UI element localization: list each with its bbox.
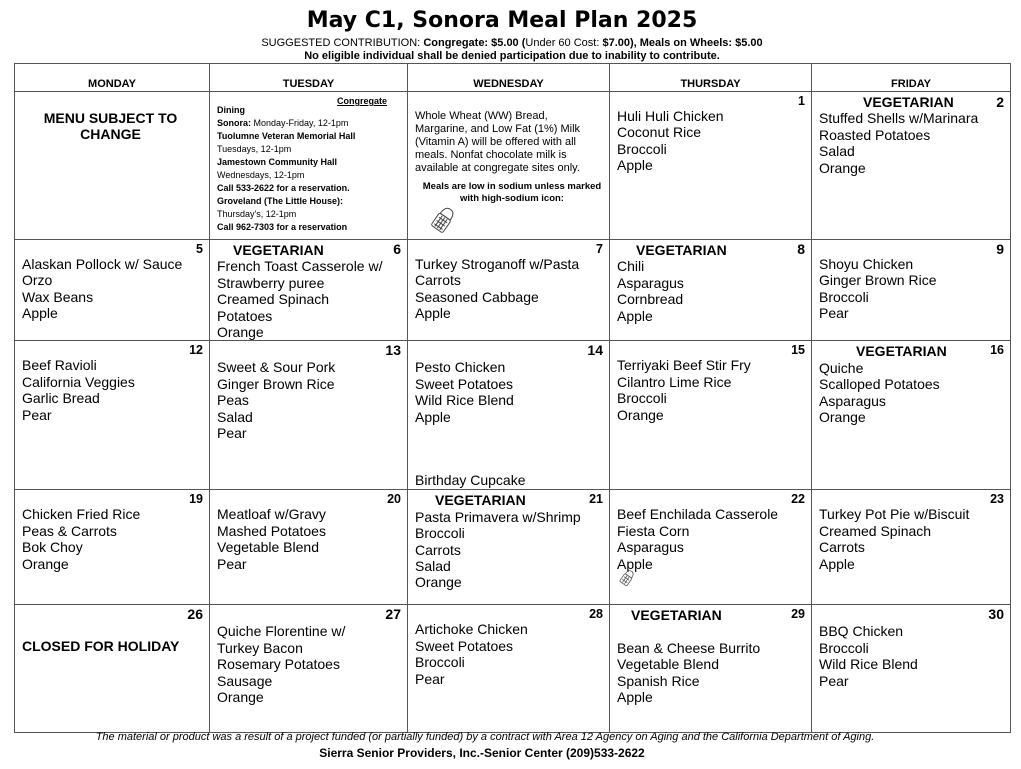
menu-item: Vegetable Blend [617, 656, 719, 673]
meal-calendar [14, 63, 1011, 733]
menu-item: Terriyaki Beef Stir Fry [617, 357, 751, 374]
contribution-line [0, 37, 1021, 49]
menu-item: Spanish Rice [617, 672, 700, 689]
menu-item: Bok Choy [22, 539, 83, 556]
menu-item: Carrots [415, 272, 461, 289]
menu-item: Pear [217, 555, 247, 572]
menu-item: Salad [415, 558, 451, 575]
menu-item: Pasta Primavera w/Shrimp [415, 508, 581, 525]
menu-item: Broccoli [819, 288, 869, 305]
date-number: 29 [791, 607, 805, 622]
week-row [15, 240, 1011, 341]
menu-item: Beef Ravioli [22, 357, 97, 374]
menu-item: Vegetable Blend [217, 539, 319, 556]
sonora-time: Monday-Friday, 12-1pm [253, 118, 349, 128]
date-number: 28 [589, 607, 603, 622]
day-header: THURSDAY [610, 64, 812, 92]
salt-shaker-icon [428, 204, 458, 236]
vegetarian-badge: VEGETARIAN [636, 242, 727, 258]
eligibility-note: No eligible individual shall be denied participation due to inability to contribute. [304, 50, 720, 62]
menu-item: Broccoli [819, 639, 869, 656]
menu-item: Pear [819, 672, 849, 689]
day-header-row [15, 64, 1011, 92]
date-number: 13 [385, 342, 401, 359]
menu-item: Creamed Spinach [819, 522, 932, 539]
reservation-call-2: Call 962-7303 for a reservation [217, 222, 348, 232]
milk-info: Whole Wheat (WW) Bread, Margarine, and Low Fat (1%) Milk (Vitamin A) will be offered with all meals. Nonfat chocolate milk is available at congregate sites only. [415, 110, 581, 174]
menu-item: Apple [415, 305, 451, 322]
day-cell [15, 490, 210, 605]
menu-item: Orange [217, 689, 264, 706]
menu-item: BBQ Chicken [819, 623, 904, 640]
closed-for-holiday: CLOSED FOR HOLIDAY [22, 638, 180, 655]
date-number: 14 [587, 342, 603, 359]
contribution-under60: Under 60 Cost: [525, 37, 603, 49]
menu-item: Scalloped Potatoes [819, 376, 940, 393]
date-number: 1 [798, 94, 805, 108]
menu-item: Pear [415, 670, 445, 687]
menu-item: Quiche Florentine w/ [217, 623, 346, 640]
menu-item: Quiche [819, 359, 864, 376]
day-cell [812, 490, 1011, 605]
vegetarian-badge: VEGETARIAN [856, 343, 947, 360]
menu-item: Apple [617, 689, 653, 706]
menu-item: Wax Beans [22, 288, 94, 305]
menu-item: Carrots [819, 539, 865, 556]
day-cell [610, 92, 812, 240]
day-cell [408, 490, 610, 605]
menu-item: Coconut Rice [617, 124, 702, 141]
menu-item: Broccoli [415, 654, 465, 671]
birthday-cupcake: Birthday Cupcake [415, 472, 526, 489]
menu-item: Cilantro Lime Rice [617, 373, 732, 390]
menu-item: Orange [22, 555, 69, 572]
menu-item: French Toast Casserole w/ [217, 258, 383, 275]
menu-item: Roasted Potatoes [819, 126, 931, 143]
date-number: 16 [990, 343, 1004, 358]
day-cell [610, 240, 812, 341]
groveland-time: Thursday's, 12-1pm [217, 209, 297, 219]
menu-item: Meatloaf w/Gravy [217, 506, 326, 523]
menu-item: Chili [617, 258, 645, 275]
dining-info [217, 94, 407, 234]
menu-item: Chicken Fried Rice [22, 506, 141, 523]
day-cell [812, 92, 1011, 240]
jamestown-site: Jamestown Community Hall [217, 157, 338, 167]
menu-item: Strawberry puree [217, 274, 325, 291]
menu-item: Pesto Chicken [415, 359, 506, 376]
menu-item: Peas & Carrots [22, 522, 117, 539]
menu-item: Apple [819, 555, 855, 572]
date-number: 20 [387, 492, 401, 507]
tuolumne-site: Tuolumne Veteran Memorial Hall [217, 131, 356, 141]
provider-contact: Sierra Senior Providers, Inc.-Senior Center (209)533-2622 [319, 746, 645, 760]
menu-item: Sweet & Sour Pork [217, 359, 336, 376]
menu-item: Orange [617, 406, 664, 423]
funding-note: The material or product was a result of a project funded (or partially funded) by a contract with Area 12 Agency on Aging and the California Department of Aging. [95, 731, 875, 743]
jamestown-time: Wednesdays, 12-1pm [217, 170, 305, 180]
date-number: 8 [797, 241, 805, 257]
menu-item: Sausage [217, 672, 273, 689]
menu-item: Apple [617, 157, 653, 174]
day-cell [210, 605, 408, 733]
menu-item: Fiesta Corn [617, 522, 690, 539]
menu-item: California Veggies [22, 373, 135, 390]
contribution-prefix: SUGGESTED CONTRIBUTION: [261, 37, 424, 49]
menu-item: Orange [819, 159, 866, 176]
sodium-note: Meals are low in sodium unless marked with high-sodium icon: [422, 181, 602, 204]
dining-title: Dining [217, 105, 245, 115]
date-number: 22 [791, 492, 805, 507]
day-cell [210, 92, 408, 240]
menu-item: Asparagus [617, 274, 684, 291]
menu-item: Bean & Cheese Burrito [617, 639, 761, 656]
date-number: 27 [385, 606, 401, 623]
day-cell [812, 240, 1011, 341]
week-row [15, 341, 1011, 490]
menu-item: Huli Huli Chicken [617, 108, 724, 124]
menu-item: Salad [819, 143, 855, 160]
date-number: 30 [988, 606, 1004, 623]
salt-shaker-icon [617, 568, 637, 588]
menu-item: Orange [819, 409, 866, 426]
day-header: MONDAY [15, 64, 210, 92]
week-row [15, 490, 1011, 605]
menu-item: Turkey Pot Pie w/Biscuit [819, 506, 970, 523]
sonora-label: Sonora: [217, 118, 254, 128]
menu-item: Shoyu Chicken [819, 256, 914, 272]
tuolumne-time: Tuesdays, 12-1pm [217, 144, 292, 154]
menu-item: Broccoli [617, 390, 667, 407]
menu-item: Pear [819, 305, 849, 322]
week-row [15, 92, 1011, 240]
menu-item: Pear [22, 406, 52, 423]
congregate-heading: Congregate [336, 96, 387, 106]
menu-item: Asparagus [617, 539, 684, 556]
menu-item: Ginger Brown Rice [819, 272, 937, 289]
menu-item: Apple [617, 307, 653, 324]
day-cell [210, 341, 408, 490]
day-cell [408, 605, 610, 733]
menu-item: Seasoned Cabbage [415, 288, 539, 305]
menu-item: Salad [217, 408, 253, 425]
vegetarian-badge: VEGETARIAN [863, 94, 954, 110]
menu-item: Wild Rice Blend [415, 392, 514, 409]
date-number: 19 [189, 492, 203, 507]
vegetarian-badge: VEGETARIAN [233, 242, 324, 258]
menu-item: Artichoke Chicken [415, 621, 528, 638]
menu-item: Peas [217, 392, 249, 409]
menu-item: Pear [217, 425, 247, 442]
menu-item: Mashed Potatoes [217, 522, 326, 539]
day-cell [812, 341, 1011, 490]
date-number: 23 [990, 492, 1004, 507]
page-title: May C1, Sonora Meal Plan 2025 [306, 8, 698, 33]
day-cell [408, 341, 610, 490]
menu-item: Potatoes [217, 307, 273, 324]
reservation-call-1: Call 533-2622 for a reservation. [217, 183, 350, 193]
menu-item: Garlic Bread [22, 390, 100, 407]
menu-item: Carrots [415, 541, 461, 558]
menu-item: Apple [22, 305, 58, 322]
date-number: 15 [791, 343, 805, 358]
menu-item: Apple [415, 408, 451, 425]
groveland-site: Groveland (The Little House): [217, 196, 344, 206]
day-cell [210, 490, 408, 605]
date-number: 21 [589, 492, 603, 507]
day-header: FRIDAY [812, 64, 1011, 92]
week-row [15, 605, 1011, 733]
menu-item: Broccoli [415, 525, 465, 542]
day-header: WEDNESDAY [408, 64, 610, 92]
date-number: 6 [393, 241, 401, 257]
menu-item: Orange [415, 574, 462, 591]
menu-subject-note: MENU SUBJECT TO CHANGE [43, 110, 178, 142]
menu-item: Apple [617, 555, 653, 572]
menu-item: Turkey Stroganoff w/Pasta [415, 256, 580, 272]
contribution-congregate: Congregate: $5.00 ( [423, 37, 526, 49]
day-cell [15, 240, 210, 341]
day-cell [408, 92, 610, 240]
day-cell [812, 605, 1011, 733]
day-cell [610, 341, 812, 490]
date-number: 7 [596, 242, 603, 256]
date-number: 12 [189, 343, 203, 358]
day-cell [408, 240, 610, 341]
date-number: 5 [196, 242, 203, 256]
menu-item: Asparagus [819, 392, 886, 409]
menu-item: Broccoli [617, 140, 667, 157]
contribution-meals-on-wheels: $7.00), Meals on Wheels: $5.00 [602, 37, 763, 49]
menu-item: Cornbread [617, 291, 684, 308]
menu-item: Wild Rice Blend [819, 656, 918, 673]
menu-item: Ginger Brown Rice [217, 375, 335, 392]
date-number: 2 [996, 94, 1004, 110]
day-cell [610, 490, 812, 605]
menu-item: Alaskan Pollock w/ Sauce [22, 256, 183, 272]
day-cell [210, 240, 408, 341]
menu-item: Sweet Potatoes [415, 637, 514, 654]
menu-item: Orange [217, 324, 264, 341]
menu-item: Orzo [22, 272, 53, 289]
day-cell [15, 605, 210, 733]
date-number: 26 [187, 606, 203, 623]
date-number: 9 [996, 241, 1004, 257]
day-cell [15, 92, 210, 240]
menu-item: Stuffed Shells w/Marinara [819, 110, 979, 127]
menu-item: Sweet Potatoes [415, 375, 514, 392]
vegetarian-badge: VEGETARIAN [435, 492, 526, 509]
vegetarian-badge: VEGETARIAN [631, 607, 722, 624]
day-cell [15, 341, 210, 490]
menu-item: Turkey Bacon [217, 639, 303, 656]
menu-item: Beef Enchilada Casserole [617, 506, 779, 523]
menu-item: Rosemary Potatoes [217, 656, 340, 673]
day-cell [610, 605, 812, 733]
day-header: TUESDAY [210, 64, 408, 92]
menu-item: Creamed Spinach [217, 291, 330, 308]
